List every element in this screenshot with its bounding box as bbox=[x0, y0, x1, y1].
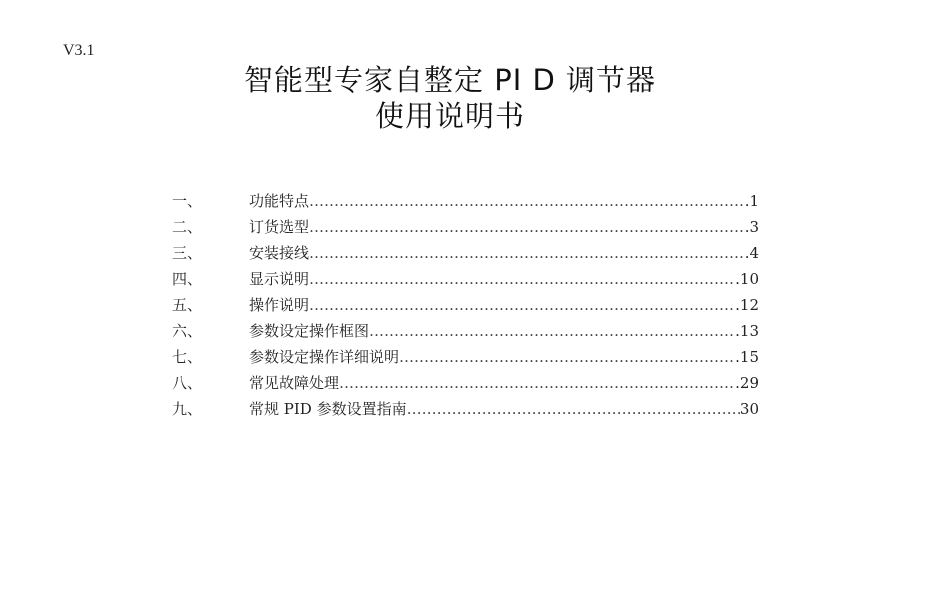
toc-row bbox=[172, 294, 772, 320]
toc-leader-dots bbox=[309, 192, 745, 210]
toc-page-number: .12 bbox=[735, 296, 759, 314]
toc-page-number: .29 bbox=[735, 374, 759, 392]
toc-row bbox=[172, 346, 772, 372]
table-of-contents bbox=[172, 190, 772, 424]
toc-number: 五、 bbox=[172, 296, 203, 314]
title-line-1: 智能型专家自整定 PI D 调节器 bbox=[243, 63, 657, 97]
toc-title: 显示说明 bbox=[249, 270, 310, 288]
toc-row bbox=[172, 398, 772, 424]
toc-entry bbox=[249, 320, 759, 341]
toc-row bbox=[172, 320, 772, 346]
toc-entry bbox=[249, 268, 759, 289]
toc-page-number: 30 bbox=[739, 400, 759, 418]
toc-row bbox=[172, 372, 772, 398]
toc-page-number: .13 bbox=[735, 322, 759, 340]
toc-number: 一、 bbox=[172, 192, 203, 210]
toc-row bbox=[172, 268, 772, 294]
toc-title: 安装接线 bbox=[249, 244, 310, 262]
toc-leader-dots bbox=[309, 270, 735, 288]
toc-leader-dots bbox=[309, 218, 745, 236]
toc-number: 三、 bbox=[172, 244, 203, 262]
toc-leader-dots bbox=[399, 348, 735, 366]
toc-number: 七、 bbox=[172, 348, 203, 366]
toc-title: 常见故障处理 bbox=[249, 374, 340, 392]
toc-entry bbox=[249, 346, 759, 367]
toc-title: 参数设定操作框图 bbox=[249, 322, 370, 340]
toc-entry bbox=[249, 190, 759, 211]
toc-page-number: .10 bbox=[735, 270, 759, 288]
toc-title: 常规 PID 参数设置指南 bbox=[249, 400, 407, 418]
version-label: V3.1 bbox=[63, 42, 95, 59]
toc-row bbox=[172, 242, 772, 268]
document-title bbox=[0, 62, 900, 134]
toc-number: 八、 bbox=[172, 374, 203, 392]
toc-leader-dots bbox=[339, 374, 735, 392]
toc-page-number: .3 bbox=[744, 218, 759, 236]
toc-number: 九、 bbox=[172, 400, 203, 418]
toc-title: 参数设定操作详细说明 bbox=[249, 348, 400, 366]
toc-title: 功能特点 bbox=[249, 192, 310, 210]
toc-page-number: .4 bbox=[744, 244, 759, 262]
toc-leader-dots bbox=[369, 322, 735, 340]
toc-number: 二、 bbox=[172, 218, 203, 236]
toc-entry bbox=[249, 398, 759, 419]
toc-entry bbox=[249, 372, 759, 393]
toc-title: 订货选型 bbox=[249, 218, 310, 236]
toc-number: 六、 bbox=[172, 322, 203, 340]
toc-leader-dots bbox=[407, 400, 740, 418]
toc-leader-dots bbox=[309, 244, 745, 262]
title-line-2: 使用说明书 bbox=[374, 99, 525, 133]
toc-entry bbox=[249, 242, 759, 263]
toc-leader-dots bbox=[309, 296, 735, 314]
toc-page-number: .15 bbox=[735, 348, 759, 366]
toc-page-number: .1 bbox=[744, 192, 759, 210]
toc-row bbox=[172, 216, 772, 242]
toc-number: 四、 bbox=[172, 270, 203, 288]
toc-entry bbox=[249, 216, 759, 237]
toc-row bbox=[172, 190, 772, 216]
toc-entry bbox=[249, 294, 759, 315]
toc-title: 操作说明 bbox=[249, 296, 310, 314]
